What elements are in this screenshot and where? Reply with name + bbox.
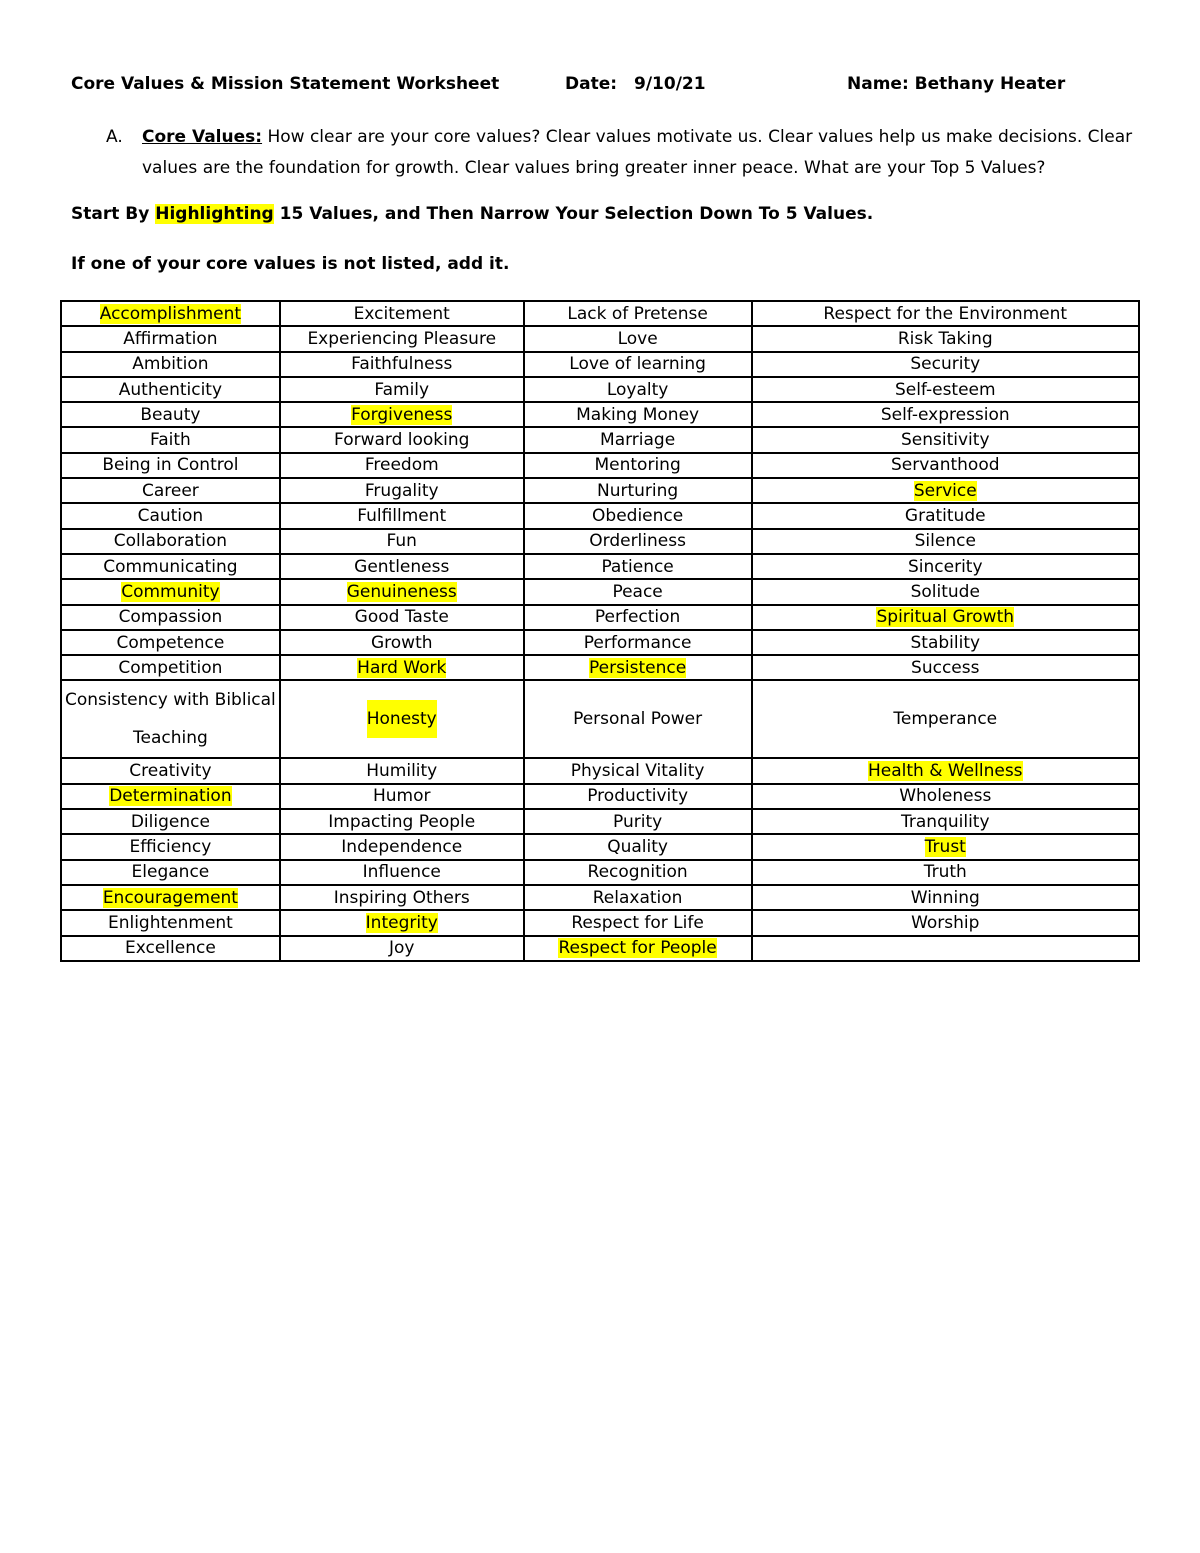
table-cell[interactable] xyxy=(524,326,752,351)
table-cell[interactable] xyxy=(61,453,280,478)
value-text: Relaxation xyxy=(592,887,683,908)
table-cell[interactable] xyxy=(61,478,280,503)
table-cell[interactable] xyxy=(61,834,280,859)
table-cell[interactable] xyxy=(280,910,524,935)
value-text: Joy xyxy=(389,938,415,959)
table-cell[interactable] xyxy=(524,809,752,834)
table-cell[interactable] xyxy=(280,605,524,630)
value-text: Tranquility xyxy=(901,811,990,832)
table-cell[interactable] xyxy=(280,402,524,427)
value-text: Humility xyxy=(366,761,438,782)
value-text: Loyalty xyxy=(606,379,669,400)
highlighted-value: Health & Wellness xyxy=(867,761,1023,782)
value-text: Sensitivity xyxy=(901,430,990,451)
table-row xyxy=(61,503,1139,528)
table-row xyxy=(61,478,1139,503)
value-text: Purity xyxy=(613,811,663,832)
table-row xyxy=(61,579,1139,604)
value-text: Independence xyxy=(341,836,463,857)
value-text: Caution xyxy=(137,506,204,527)
value-text: Physical Vitality xyxy=(570,761,705,782)
value-text: Ambition xyxy=(132,354,209,375)
value-text: Enlightenment xyxy=(107,912,233,933)
highlighted-value: Forgiveness xyxy=(351,404,453,425)
table-cell[interactable] xyxy=(752,529,1139,554)
table-cell[interactable] xyxy=(752,503,1139,528)
table-cell[interactable] xyxy=(752,784,1139,809)
value-text: Consistency with Biblical Teaching xyxy=(65,690,276,749)
table-cell[interactable] xyxy=(752,377,1139,402)
table-cell[interactable] xyxy=(280,352,524,377)
table-cell[interactable] xyxy=(752,326,1139,351)
table-cell[interactable] xyxy=(280,680,524,758)
value-text: Respect for the Environment xyxy=(823,303,1068,324)
table-cell[interactable] xyxy=(524,377,752,402)
table-row xyxy=(61,301,1139,326)
table-row xyxy=(61,885,1139,910)
highlighted-value: Trust xyxy=(924,836,966,857)
value-text: Recognition xyxy=(587,862,688,883)
table-row xyxy=(61,680,1139,758)
table-row xyxy=(61,352,1139,377)
table-cell[interactable] xyxy=(61,554,280,579)
value-text: Winning xyxy=(910,887,980,908)
value-text: Success xyxy=(911,657,980,678)
value-text: Competition xyxy=(118,657,223,678)
date-value: 9/10/21 xyxy=(634,74,706,94)
table-row xyxy=(61,784,1139,809)
table-cell[interactable] xyxy=(524,554,752,579)
table-row xyxy=(61,630,1139,655)
table-row xyxy=(61,605,1139,630)
table-cell[interactable] xyxy=(280,579,524,604)
table-cell[interactable] xyxy=(61,885,280,910)
table-cell[interactable] xyxy=(61,402,280,427)
values-table-body xyxy=(61,301,1139,961)
table-row xyxy=(61,758,1139,783)
value-text: Communicating xyxy=(103,556,238,577)
table-cell[interactable] xyxy=(61,655,280,680)
table-cell[interactable] xyxy=(524,503,752,528)
value-text: Mentoring xyxy=(594,455,681,476)
value-text: Truth xyxy=(923,862,967,883)
table-cell[interactable] xyxy=(752,554,1139,579)
value-text: Collaboration xyxy=(113,531,228,552)
table-row xyxy=(61,936,1139,961)
highlighted-value: Integrity xyxy=(365,912,438,933)
table-cell[interactable] xyxy=(752,834,1139,859)
table-cell[interactable] xyxy=(280,885,524,910)
value-text: Frugality xyxy=(364,480,439,501)
table-cell[interactable] xyxy=(752,885,1139,910)
value-text: Temperance xyxy=(893,709,998,730)
table-cell[interactable] xyxy=(524,910,752,935)
table-cell[interactable] xyxy=(524,885,752,910)
table-cell[interactable] xyxy=(61,352,280,377)
highlighted-value: Persistence xyxy=(588,657,687,678)
instruction-add-value: If one of your core values is not listed, add it. xyxy=(71,254,510,274)
highlighted-value: Hard Work xyxy=(357,657,447,678)
value-text: Silence xyxy=(914,531,976,552)
table-row xyxy=(61,910,1139,935)
value-text: Peace xyxy=(612,581,663,602)
value-text: Performance xyxy=(583,632,692,653)
value-text: Affirmation xyxy=(123,328,218,349)
value-text: Personal Power xyxy=(573,709,703,730)
value-text: Humor xyxy=(372,786,431,807)
value-text: Faithfulness xyxy=(351,354,453,375)
table-cell[interactable] xyxy=(524,402,752,427)
value-text: Solitude xyxy=(910,581,980,602)
value-text: Love xyxy=(617,328,658,349)
value-text: Sincerity xyxy=(907,556,983,577)
table-cell[interactable] xyxy=(752,605,1139,630)
table-row xyxy=(61,402,1139,427)
value-text: Self-esteem xyxy=(894,379,996,400)
table-cell[interactable] xyxy=(524,758,752,783)
value-text: Nurturing xyxy=(597,480,679,501)
value-text: Fun xyxy=(386,531,417,552)
table-cell[interactable] xyxy=(280,478,524,503)
table-cell[interactable] xyxy=(61,784,280,809)
table-cell[interactable] xyxy=(61,529,280,554)
table-cell[interactable] xyxy=(524,352,752,377)
table-row xyxy=(61,453,1139,478)
highlighted-value: Accomplishment xyxy=(99,303,242,324)
table-row xyxy=(61,326,1139,351)
table-cell[interactable] xyxy=(524,834,752,859)
table-cell[interactable] xyxy=(280,936,524,961)
section-heading: Core Values: xyxy=(142,127,263,147)
highlighted-value: Honesty xyxy=(367,700,437,738)
value-text: Self-expression xyxy=(880,404,1010,425)
section-text: How clear are your core values? Clear values motivate us. Clear values help us make decisions. Clear values are the foundation for growth. Clear values bring greater inner peace. What are your Top 5 Values? xyxy=(142,127,1133,178)
table-cell[interactable] xyxy=(61,427,280,452)
table-cell[interactable] xyxy=(61,936,280,961)
table-cell[interactable] xyxy=(61,758,280,783)
value-text: Competence xyxy=(116,632,225,653)
value-text: Risk Taking xyxy=(897,328,993,349)
value-text: Growth xyxy=(370,632,433,653)
table-row xyxy=(61,427,1139,452)
table-cell[interactable] xyxy=(524,860,752,885)
table-cell[interactable] xyxy=(280,630,524,655)
table-cell[interactable] xyxy=(280,784,524,809)
table-cell[interactable] xyxy=(752,427,1139,452)
table-cell[interactable] xyxy=(752,680,1139,758)
value-text: Being in Control xyxy=(102,455,239,476)
value-text: Respect for Life xyxy=(571,912,704,933)
table-cell[interactable] xyxy=(280,655,524,680)
value-text: Wholeness xyxy=(899,786,992,807)
value-text: Efficiency xyxy=(129,836,212,857)
value-text: Love of learning xyxy=(569,354,706,375)
core-values-section xyxy=(106,122,1146,184)
value-text: Gentleness xyxy=(354,556,450,577)
table-cell[interactable] xyxy=(524,680,752,758)
value-text: Orderliness xyxy=(589,531,686,552)
table-cell[interactable] xyxy=(61,910,280,935)
table-cell[interactable] xyxy=(524,529,752,554)
value-text: Elegance xyxy=(131,862,210,883)
table-row xyxy=(61,529,1139,554)
table-row xyxy=(61,377,1139,402)
table-cell[interactable] xyxy=(752,453,1139,478)
highlighted-value: Determination xyxy=(109,786,232,807)
value-text: Quality xyxy=(607,836,668,857)
table-cell[interactable] xyxy=(61,503,280,528)
table-cell[interactable] xyxy=(524,655,752,680)
values-table xyxy=(60,300,1140,962)
value-text: Experiencing Pleasure xyxy=(307,328,497,349)
value-text: Lack of Pretense xyxy=(567,303,708,324)
table-cell[interactable] xyxy=(280,809,524,834)
table-row xyxy=(61,655,1139,680)
value-text: Impacting People xyxy=(328,811,476,832)
table-cell[interactable] xyxy=(280,503,524,528)
table-cell[interactable] xyxy=(61,860,280,885)
highlighted-value: Service xyxy=(913,480,977,501)
value-text: Faith xyxy=(149,430,191,451)
table-cell[interactable] xyxy=(280,427,524,452)
table-cell[interactable] xyxy=(524,579,752,604)
value-text: Inspiring Others xyxy=(333,887,470,908)
value-text: Obedience xyxy=(592,506,684,527)
value-text: Authenticity xyxy=(118,379,223,400)
value-text: Family xyxy=(374,379,430,400)
value-text: Marriage xyxy=(600,430,676,451)
table-cell[interactable] xyxy=(61,377,280,402)
section-body xyxy=(142,122,1146,184)
value-text: Fulfillment xyxy=(357,506,447,527)
table-cell[interactable] xyxy=(524,605,752,630)
value-text: Creativity xyxy=(129,761,212,782)
worksheet-header xyxy=(0,74,1200,98)
value-text: Making Money xyxy=(576,404,700,425)
instruction-highlight xyxy=(71,204,873,224)
instruction-start: Start By xyxy=(71,204,156,224)
date-label: Date: xyxy=(565,74,618,94)
value-text: Perfection xyxy=(594,607,681,628)
highlighting-word: Highlighting xyxy=(155,204,274,224)
value-text: Forward looking xyxy=(334,430,470,451)
table-cell[interactable] xyxy=(280,377,524,402)
table-row xyxy=(61,860,1139,885)
highlighted-value: Genuineness xyxy=(346,581,457,602)
table-cell[interactable] xyxy=(752,655,1139,680)
table-cell[interactable] xyxy=(61,579,280,604)
table-cell[interactable] xyxy=(524,478,752,503)
table-cell[interactable] xyxy=(61,809,280,834)
table-cell[interactable] xyxy=(280,860,524,885)
table-cell[interactable] xyxy=(280,529,524,554)
table-cell[interactable] xyxy=(61,680,280,758)
table-cell[interactable] xyxy=(752,402,1139,427)
highlighted-value: Spiritual Growth xyxy=(876,607,1015,628)
table-cell[interactable] xyxy=(752,352,1139,377)
table-cell[interactable] xyxy=(524,427,752,452)
value-text: Security xyxy=(910,354,981,375)
table-cell[interactable] xyxy=(524,936,752,961)
value-text: Beauty xyxy=(140,404,201,425)
section-marker: A. xyxy=(106,127,123,147)
highlighted-value: Encouragement xyxy=(102,887,238,908)
table-cell[interactable] xyxy=(524,453,752,478)
table-row xyxy=(61,834,1139,859)
instruction-end: 15 Values, and Then Narrow Your Selection Down To 5 Values. xyxy=(273,204,874,224)
table-cell[interactable] xyxy=(524,630,752,655)
value-text: Diligence xyxy=(130,811,210,832)
table-cell[interactable] xyxy=(752,860,1139,885)
value-text: Patience xyxy=(601,556,674,577)
table-cell[interactable] xyxy=(752,579,1139,604)
table-row xyxy=(61,809,1139,834)
student-name: Name: Bethany Heater xyxy=(847,74,1066,94)
table-cell[interactable] xyxy=(61,301,280,326)
value-text: Servanthood xyxy=(891,455,1000,476)
table-cell[interactable] xyxy=(752,630,1139,655)
table-cell[interactable] xyxy=(752,910,1139,935)
table-cell[interactable] xyxy=(752,936,1139,961)
value-text: Excellence xyxy=(125,938,216,959)
worksheet-title: Core Values & Mission Statement Worksheet xyxy=(71,74,500,94)
value-text: Good Taste xyxy=(354,607,449,628)
table-cell[interactable] xyxy=(280,834,524,859)
value-text: Excitement xyxy=(353,303,450,324)
highlighted-value: Community xyxy=(121,581,220,602)
value-text: Worship xyxy=(911,912,980,933)
table-cell[interactable] xyxy=(280,326,524,351)
table-cell[interactable] xyxy=(61,605,280,630)
table-cell[interactable] xyxy=(752,301,1139,326)
table-cell[interactable] xyxy=(752,478,1139,503)
table-cell[interactable] xyxy=(280,301,524,326)
value-text: Career xyxy=(141,480,199,501)
table-cell[interactable] xyxy=(280,758,524,783)
table-cell[interactable] xyxy=(280,453,524,478)
value-text: Stability xyxy=(910,632,981,653)
table-cell[interactable] xyxy=(752,758,1139,783)
table-cell[interactable] xyxy=(524,784,752,809)
value-text: Compassion xyxy=(118,607,223,628)
table-row xyxy=(61,554,1139,579)
table-cell[interactable] xyxy=(61,326,280,351)
value-text: Freedom xyxy=(364,455,439,476)
highlighted-value: Respect for People xyxy=(558,938,717,959)
table-cell[interactable] xyxy=(524,301,752,326)
table-cell[interactable] xyxy=(752,809,1139,834)
value-text: Gratitude xyxy=(904,506,986,527)
table-cell[interactable] xyxy=(61,630,280,655)
value-text: Influence xyxy=(362,862,441,883)
value-text: Productivity xyxy=(587,786,688,807)
table-cell[interactable] xyxy=(280,554,524,579)
